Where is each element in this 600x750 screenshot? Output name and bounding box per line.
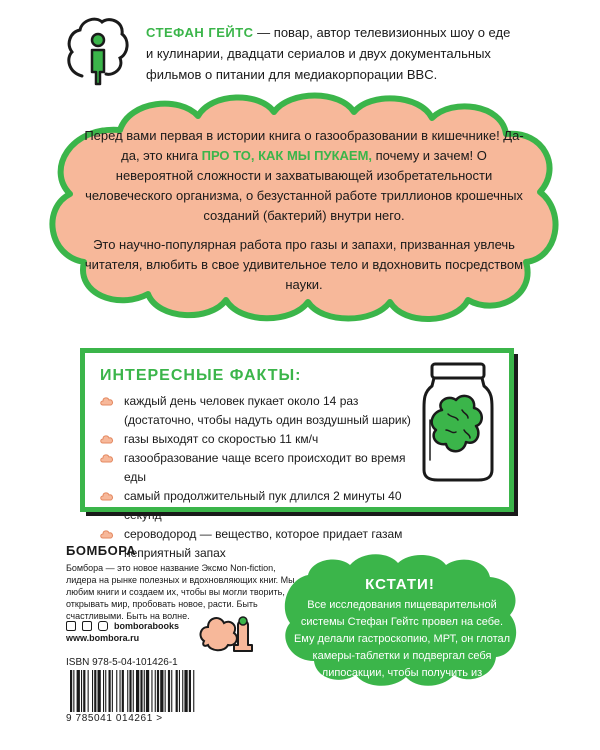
kstati-title: КСТАТИ! [365, 576, 435, 593]
barcode-bar [144, 670, 145, 712]
barcode-bar [179, 670, 180, 712]
barcode-bar [193, 670, 194, 712]
barcode-bar [165, 670, 166, 712]
facebook-icon [66, 621, 76, 631]
author-head-icon [62, 14, 132, 88]
fact-item: сероводород — вещество, которое придает газам неприятный запах [100, 525, 420, 563]
cloud-bullet-icon [100, 453, 114, 463]
fact-item: газообразование чаще всего происходит во время еды [100, 449, 420, 487]
cloud-bullet-icon [100, 396, 114, 406]
barcode-bar [94, 670, 96, 712]
barcode-bar [160, 670, 163, 712]
instagram-icon [98, 621, 108, 631]
cloud-bullet-icon [100, 434, 114, 444]
barcode-bar [81, 670, 82, 712]
publisher-description: Бомбора — это новое название Эксмо Non-fiction, лидера на рынке полезных и вдохновляющих книг. Мы любим книги и создаем их, чтобы вы могли творить, открывать мир, пробовать новое, расти. Быть счастливыми. Быть на волне. [66, 563, 295, 621]
barcode-bar [88, 670, 89, 712]
barcode-bar [109, 670, 111, 712]
barcode-bar [146, 670, 149, 712]
barcode-bar [155, 670, 156, 712]
author-bio-line-2: и кулинарии, двадцати сериалов и двух документальных [146, 46, 491, 61]
barcode-bar [151, 670, 152, 712]
barcode-bar [189, 670, 191, 712]
vk-icon [82, 621, 92, 631]
barcode-bar [77, 670, 80, 712]
barcode-bar [122, 670, 124, 712]
social-links [66, 621, 179, 631]
publisher-name: БОМБОРА [66, 543, 137, 558]
cloud-bullet-icon [100, 491, 114, 501]
barcode-bar [168, 670, 170, 712]
barcode-bar [70, 670, 72, 712]
cloud-description [82, 126, 526, 295]
barcode-bar [182, 670, 183, 712]
barcode-bar [120, 670, 121, 712]
barcode-bar [176, 670, 178, 712]
kstati-text: Все исследования пищеварительной системы Стефан Гейтс провел на себе. Ему делали гастроскопию, МРТ, он глотал камеры-таблетки и подвергал себя липосакции, чтобы получить из человеческого жира кулинарные ингредиенты. [293, 599, 511, 713]
barcode-bar [103, 670, 104, 712]
isbn-block [66, 657, 254, 723]
barcode-bar [112, 670, 113, 712]
barcode-bar [171, 670, 172, 712]
cloud-text-start: Перед вами первая в истории книга о газообразовании в кишечнике! Да-да, это книга [84, 128, 524, 163]
barcode-bar [157, 670, 159, 712]
fact-item: каждый день человек пукает около 14 раз (достаточно, чтобы надуть один воздушный шарик) [100, 392, 420, 430]
barcode-bar [140, 670, 142, 712]
fact-item: самый продолжительный пук длился 2 минуты 40 секунд [100, 487, 420, 525]
mascot-icon [198, 611, 258, 655]
author-bio [146, 22, 566, 85]
cloud-paragraph-1 [82, 126, 526, 226]
cloud-highlight: ПРО ТО, КАК МЫ ПУКАЕМ, [201, 148, 373, 163]
barcode-bar [73, 670, 74, 712]
barcode-bar [184, 670, 187, 712]
cloud-paragraph-2: Это научно-популярная работа про газы и запахи, призванная увлечь читателя, влюбить в свое удивительное тело и вдохновить посредством науки. [84, 237, 524, 292]
barcode-bar [136, 670, 139, 712]
social-handle[interactable]: bomborabooks [114, 621, 180, 631]
barcode-bar [98, 670, 101, 712]
barcode-bar [105, 670, 106, 712]
barcode-bar [129, 670, 131, 712]
barcode-bar [133, 670, 134, 712]
barcode [66, 670, 254, 712]
cloud-bullet-icon [100, 529, 114, 539]
isbn-label: ISBN 978-5-04-101426-1 [66, 657, 178, 668]
barcode-bar [116, 670, 117, 712]
barcode-bar [127, 670, 128, 712]
barcode-bar [83, 670, 85, 712]
author-bio-line-1: — повар, автор телевизионных шоу о еде [253, 25, 511, 40]
jar-icon [418, 360, 498, 484]
author-bio-line-3: фильмов о питании для медиакорпорации BBC. [146, 67, 438, 82]
barcode-bar [92, 670, 93, 712]
author-name: СТЕФАН ГЕЙТС [146, 25, 254, 40]
isbn-digits: 9 785041 014261 > [66, 713, 163, 724]
cloud-text-end: почему и зачем! О невероятной сложности и захватывающей изобретательности человеческого организма, о безустанной работе триллионов крошечных созданий (бактерий) внутри него. [85, 148, 523, 223]
facts-list [100, 392, 420, 563]
publisher-website[interactable]: www.bombora.ru [66, 633, 140, 643]
facts-title: ИНТЕРЕСНЫЕ ФАКТЫ: [100, 367, 302, 384]
fact-item: газы выходят со скоростью 11 км/ч [100, 430, 420, 449]
